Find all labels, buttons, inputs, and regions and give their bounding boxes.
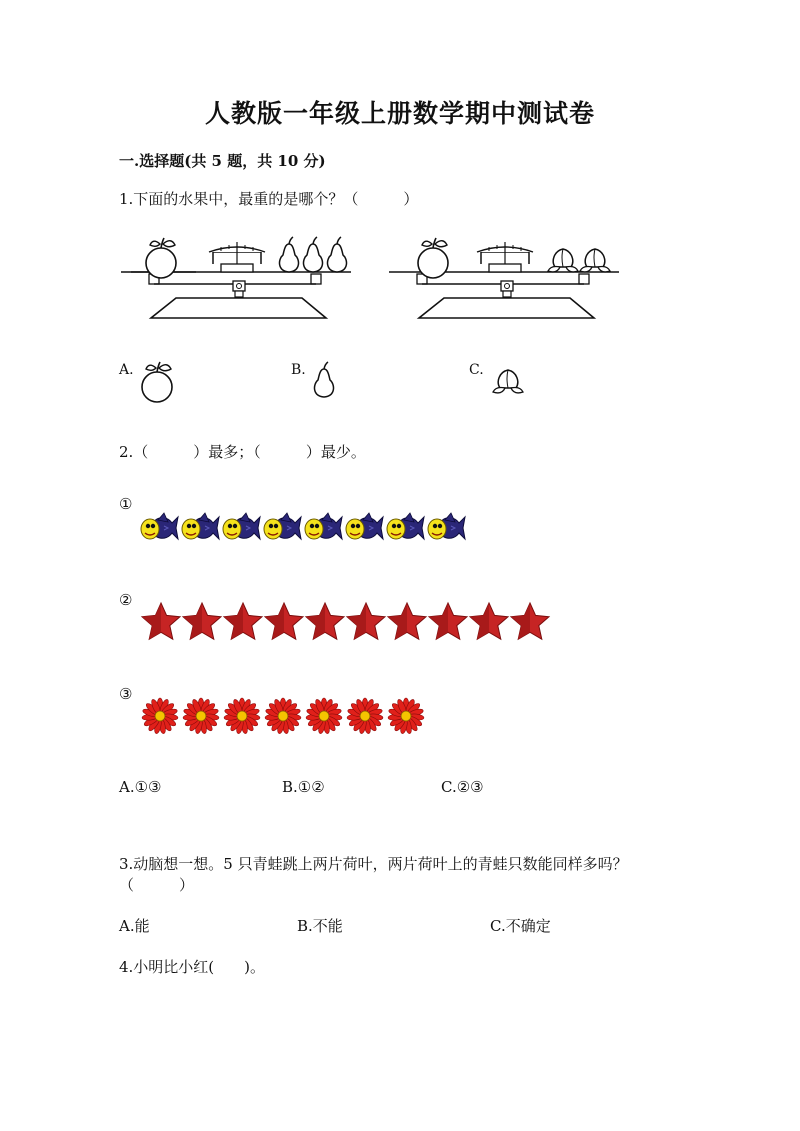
question-2-stem: 2.（ ）最多；（ ）最少。: [119, 443, 366, 461]
fish-icon: [264, 513, 301, 539]
apple-icon: [138, 360, 182, 404]
question-4-stem: 4.小明比小红( )。: [119, 958, 266, 976]
row-marker-2: ②: [119, 591, 133, 609]
flower-icon: [224, 698, 260, 734]
star-icon: [470, 603, 508, 639]
star-icon: [306, 603, 344, 639]
q2-option-b[interactable]: B.①②: [282, 778, 325, 796]
star-icon: [265, 603, 303, 639]
flower-icon: [183, 698, 219, 734]
peach-icon: [488, 366, 532, 400]
balance-scale-left: [121, 228, 361, 323]
question-1-stem: 1.下面的水果中，最重的是哪个？（ ）: [119, 190, 419, 208]
fish-icon: [141, 513, 178, 539]
star-icon: [429, 603, 467, 639]
q1-option-b[interactable]: B.: [291, 362, 306, 378]
flower-icon: [347, 698, 383, 734]
q2-option-c[interactable]: C.②③: [441, 778, 484, 796]
question-3-blank: （ ）: [119, 876, 195, 894]
fish-row: [140, 510, 480, 550]
star-icon: [183, 603, 221, 639]
row-marker-1: ①: [119, 495, 133, 513]
row-marker-3: ③: [119, 685, 133, 703]
fish-icon: [305, 513, 342, 539]
balance-scale-right: [389, 228, 629, 323]
star-icon: [347, 603, 385, 639]
page-title: 人教版一年级上册数学期中测试卷: [204, 99, 595, 128]
q1-option-c[interactable]: C.: [469, 362, 484, 378]
star-icon: [511, 603, 549, 639]
pear-icon: [308, 360, 342, 400]
flower-row: [140, 701, 435, 733]
flower-icon: [388, 698, 424, 734]
star-icon: [388, 603, 426, 639]
star-row: [140, 601, 555, 645]
fish-icon: [428, 513, 465, 539]
fish-icon: [387, 513, 424, 539]
flower-icon: [265, 698, 301, 734]
fish-icon: [346, 513, 383, 539]
q2-option-a[interactable]: A.①③: [119, 778, 162, 796]
q3-option-c[interactable]: C.不确定: [490, 917, 551, 935]
q1-option-a[interactable]: A.: [119, 362, 134, 378]
section-heading: 一.选择题(共 5 题，共 10 分): [119, 152, 326, 170]
q3-option-a[interactable]: A.能: [119, 917, 150, 935]
star-icon: [142, 603, 180, 639]
q3-option-b[interactable]: B.不能: [297, 917, 343, 935]
star-icon: [224, 603, 262, 639]
fish-icon: [223, 513, 260, 539]
fish-icon: [182, 513, 219, 539]
question-3-stem: 3.动脑想一想。5 只青蛙跳上两片荷叶，两片荷叶上的青蛙只数能同样多吗？: [119, 855, 628, 873]
flower-icon: [306, 698, 342, 734]
flower-icon: [142, 698, 178, 734]
